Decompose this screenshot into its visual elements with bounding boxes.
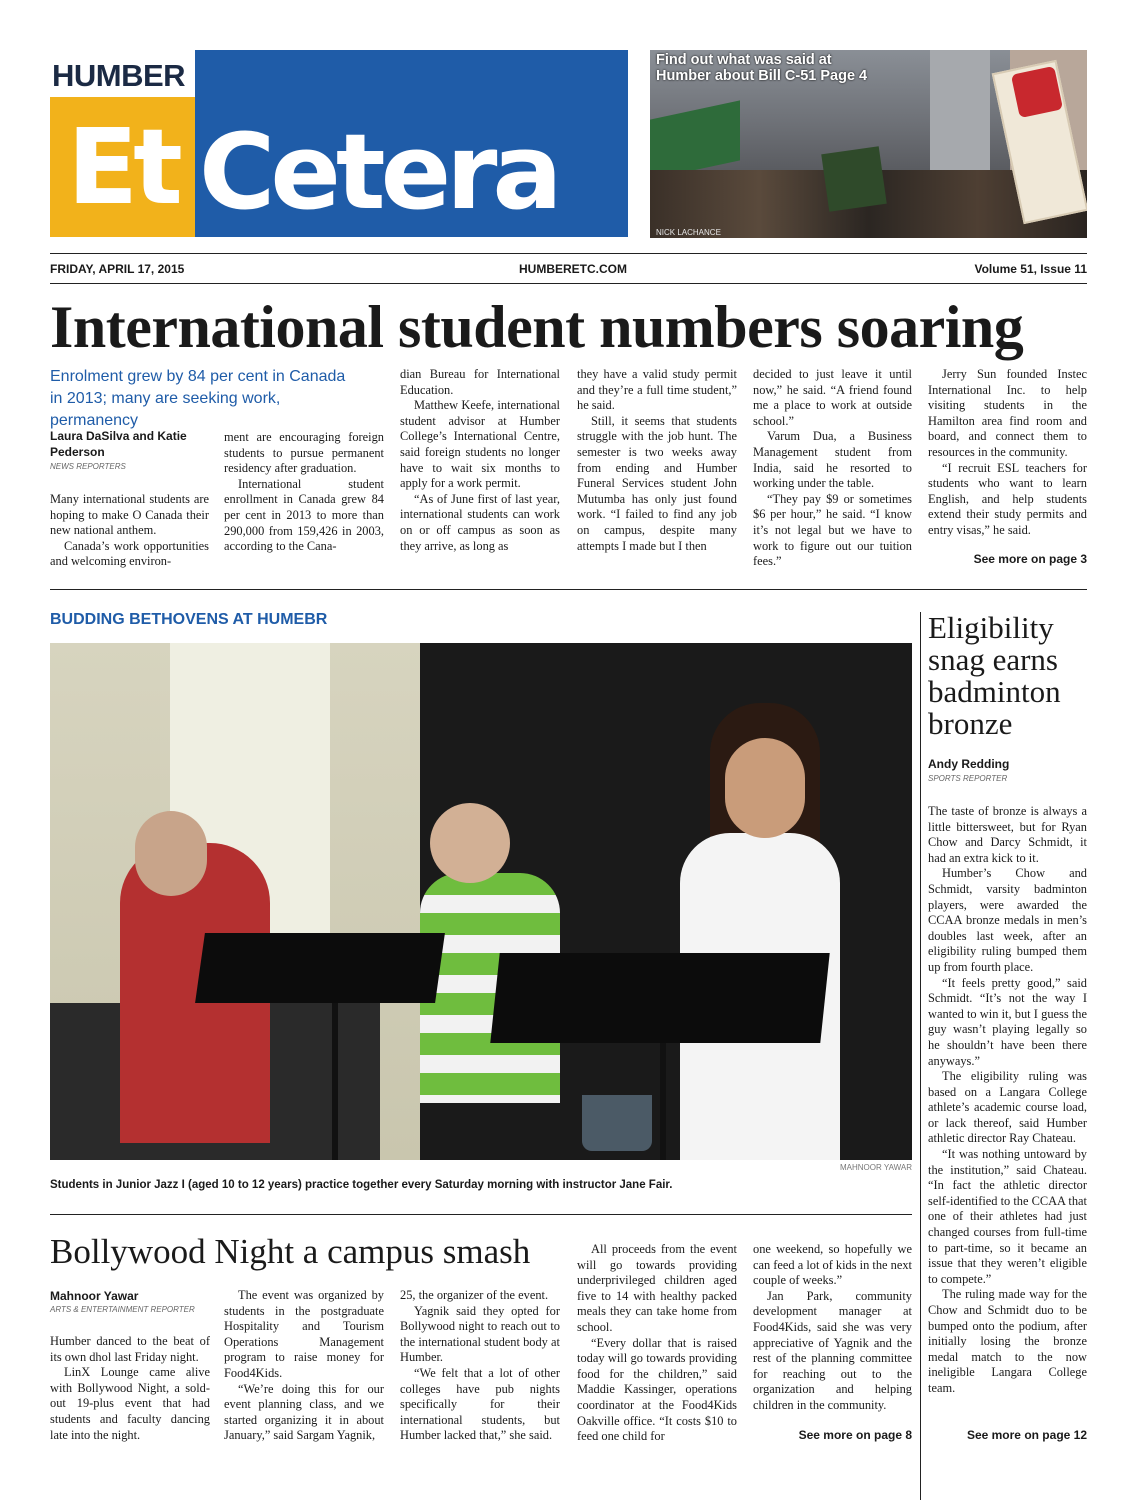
- sidebar-byline: Andy Redding: [928, 757, 1010, 771]
- photo-pianist-head: [135, 811, 207, 896]
- website-link[interactable]: HUMBERETC.COM: [519, 262, 627, 276]
- paragraph: “As of June first of last year, international students can work on or off campus as soon as they arrive, as long as: [400, 491, 560, 553]
- column-divider: [920, 612, 921, 1500]
- paragraph: Yagnik said they opted for Bollywood night to reach out to the international student body at Humber.: [400, 1303, 560, 1365]
- photo-flag: [650, 100, 740, 179]
- bollywood-headline[interactable]: Bollywood Night a campus smash: [50, 1232, 531, 1271]
- feature-photo-credit: MAHNOOR YAWAR: [839, 1163, 912, 1172]
- paragraph: The eligibility ruling was based on a Langara College athlete’s academic course load, or lack thereof, said Humber athletic director Ray Chateau.: [928, 1069, 1087, 1146]
- photo-stand-pole: [332, 1003, 338, 1160]
- photo-clarinetist-head: [725, 738, 805, 838]
- paragraph: one weekend, so hopefully we can feed a lot of kids in the next couple of weeks.”: [753, 1242, 912, 1288]
- lead-column-3: [400, 367, 560, 554]
- paragraph: LinX Lounge came alive with Bollywood Night, a sold-out 19-plus event that had students and faculty dancing late into the night.: [50, 1365, 210, 1442]
- paragraph: Matthew Keefe, international student advisor at Humber College’s International Centre, said foreign students no longer have to wait six months to apply for a work permit.: [400, 398, 560, 491]
- bollywood-column-1: [50, 1334, 210, 1443]
- bollywood-byline-role: ARTS & ENTERTAINMENT REPORTER: [50, 1305, 195, 1314]
- lead-column-2: [224, 430, 384, 555]
- sidebar-see-more-link[interactable]: See more on page 12: [966, 1428, 1087, 1442]
- issue-date: FRIDAY, APRIL 17, 2015: [50, 262, 185, 276]
- feature-photo[interactable]: [50, 643, 912, 1160]
- paragraph: “We felt that a lot of other colleges have pub nights specifically for their international students, but Humber lacked that,” she said.: [400, 1365, 560, 1443]
- masthead-humber: HUMBER: [52, 58, 186, 93]
- bollywood-column-2: [224, 1288, 384, 1444]
- lead-byline-role: NEWS REPORTERS: [50, 462, 126, 471]
- paragraph: Varum Dua, a Business Management student from India, said he resorted to working under the table.: [753, 429, 912, 491]
- photo-violinist-head: [430, 803, 510, 883]
- photo-kicker: BUDDING BETHOVENS AT HUMEBR: [50, 611, 328, 628]
- paragraph: “I recruit ESL teachers for students who want to learn English, and help students extend their study permits and entry visas,” he said.: [928, 460, 1087, 537]
- lead-deck: Enrolment grew by 84 per cent in Canada in 2013; many are seeking work, permanency: [50, 368, 346, 429]
- bollywood-see-more-link[interactable]: See more on page 8: [798, 1428, 912, 1442]
- photo-music-stand: [195, 933, 445, 1003]
- paragraph: Humber’s Chow and Schmidt, varsity badminton players, were awarded the CCAA bronze medals in men’s doubles last week, after an eligibility ruling bumped them up from fourth place.: [928, 866, 1087, 974]
- sidebar-byline-role: SPORTS REPORTER: [928, 774, 1008, 783]
- lead-column-6: [928, 367, 1087, 539]
- masthead-et: Et: [50, 97, 195, 237]
- photo-stop-sign: [1011, 66, 1063, 118]
- paragraph: Many international students are hoping to make O Canada their new national anthem.: [50, 492, 209, 538]
- paragraph: All proceeds from the event will go towards providing underprivileged children aged five to 14 with healthy packed meals they can take home from school.: [577, 1242, 737, 1334]
- paragraph: ment are encouraging foreign students to pursue permanent residency after graduation.: [224, 430, 384, 476]
- paragraph: The taste of bronze is always a little bittersweet, but for Ryan Chow and Darcy Schmidt, it had an extra kick to it.: [928, 804, 1087, 865]
- rule: [50, 283, 1087, 284]
- bollywood-column-3: [400, 1288, 560, 1444]
- paragraph: Jan Park, community development manager at Food4Kids, said she was very appreciative of Yagnik and the rest of the planning committee for reaching out to the organization and helping children in the community.: [753, 1288, 912, 1412]
- photo-bucket: [582, 1095, 652, 1151]
- lead-byline: Laura DaSilva and Katie Pederson: [50, 429, 187, 459]
- paragraph: “It was nothing untoward by the institution,” said Chateau. “In fact the athletic director self-identified to the CCAA that one of their athletes had just changed courses from full-time to part-time, so it became an issue that they weren’t eligible to compete.”: [928, 1147, 1087, 1286]
- paragraph: Canada’s work opportunities and welcoming environ-: [50, 538, 209, 569]
- paragraph: they have a valid study permit and they’re a full time student,” he said.: [577, 367, 737, 413]
- volume-issue: Volume 51, Issue 11: [974, 262, 1087, 276]
- paragraph: The ruling made way for the Chow and Schmidt duo to be bumped onto the podium, after initially losing the bronze medal match to the now ineligible Langara College team.: [928, 1287, 1087, 1395]
- bollywood-column-5: [753, 1242, 912, 1414]
- promo-photo[interactable]: [650, 50, 1087, 238]
- masthead-cetera: Cetera: [195, 50, 628, 237]
- promo-photo-credit: NICK LACHANCE: [656, 228, 721, 237]
- rule: [50, 589, 1087, 590]
- rule: [50, 1214, 912, 1215]
- photo-stand-pole: [660, 1043, 666, 1160]
- paragraph: dian Bureau for International Education.: [400, 367, 560, 397]
- photo-music-stand: [490, 953, 829, 1043]
- rule: [50, 253, 1087, 254]
- photo-protest-sign: [821, 146, 887, 212]
- lead-see-more-link[interactable]: See more on page 3: [973, 552, 1087, 566]
- feature-photo-caption: Students in Junior Jazz I (aged 10 to 12 years) practice together every Saturday morning with instructor Jane Fair.: [50, 1179, 673, 1191]
- paragraph: “It feels pretty good,” said Schmidt. “It’s not the way I wanted to win it, but I guess the guy wasn’t playing legally so he shouldn’t have been there anyways.”: [928, 975, 1087, 1068]
- bollywood-byline: Mahnoor Yawar: [50, 1289, 139, 1303]
- paragraph: Jerry Sun founded Instec International Inc. to help visiting students in the Hamilton area find room and board, and connect them to resources in the community.: [928, 367, 1087, 459]
- bollywood-column-4: [577, 1242, 737, 1445]
- paragraph: Still, it seems that students struggle with the job hunt. The semester is two weeks away from ending and Humber Funeral Services student John Mutumba has only just found work. “I failed to find any job on campus, despite many attempts I made but I then: [577, 413, 737, 553]
- paragraph: Humber danced to the beat of its own dhol last Friday night.: [50, 1334, 210, 1364]
- paragraph: “Every dollar that is raised today will go towards providing food for the children,” said Maddie Kassinger, operations coordinator at the Food4Kids Oakville office. “It costs $10 to feed one child for: [577, 1335, 737, 1444]
- sidebar-headline[interactable]: Eligibility snag earns badminton bronze: [928, 610, 1061, 741]
- lead-column-4: [577, 367, 737, 554]
- lead-column-5: [753, 367, 912, 570]
- paragraph: “We’re doing this for our event planning class, and we started organizing it in about January,” said Sargam Yagnik,: [224, 1381, 384, 1443]
- sidebar-body: [928, 804, 1087, 1397]
- paragraph: The event was organized by students in the postgraduate Hospitality and Tourism Operations Management program to raise money for Food4Kids.: [224, 1288, 384, 1380]
- lead-headline[interactable]: International student numbers soaring: [50, 294, 1024, 360]
- lead-column-1: [50, 492, 209, 570]
- promo-text[interactable]: Find out what was said at Humber about Bill C-51 Page 4: [656, 52, 868, 84]
- paragraph: 25, the organizer of the event.: [400, 1288, 549, 1302]
- paragraph: decided to just leave it until now,” he said. “A friend found me a place to work at outside school.”: [753, 367, 912, 428]
- paragraph: International student enrollment in Canada grew 84 per cent in 2013 to more than 290,000 from 159,426 in 2003, according to the Cana-: [224, 476, 384, 554]
- paragraph: “They pay $9 or sometimes $6 per hour,” he said. “I know it’s not legal but we have to work to figure out our tuition fees.”: [753, 491, 912, 569]
